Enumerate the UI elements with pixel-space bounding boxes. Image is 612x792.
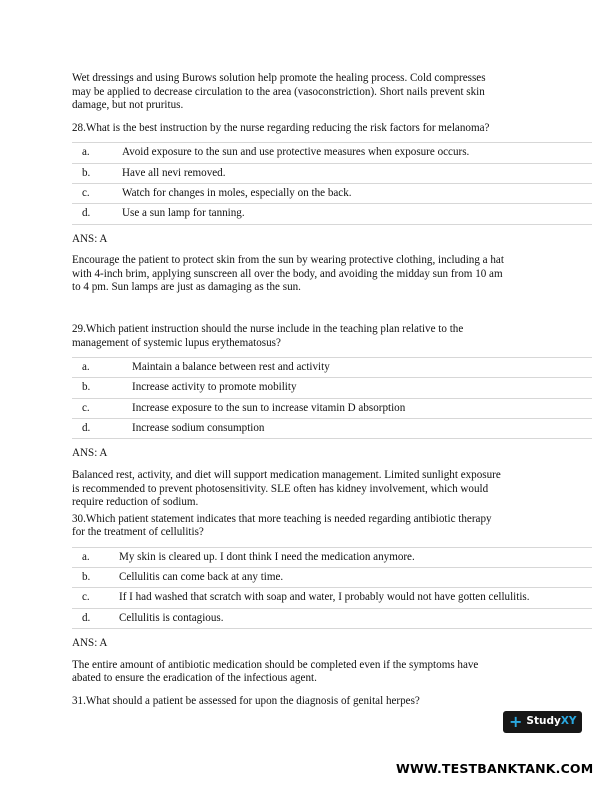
option-letter: b. xyxy=(72,378,97,398)
answer-28: ANS: A xyxy=(72,232,108,245)
option-text: Cellulitis is contagious. xyxy=(97,608,592,628)
option-letter: a. xyxy=(72,358,97,378)
question-text: for the treatment of cellulitis? xyxy=(72,526,204,539)
option-row xyxy=(72,358,592,378)
option-text: Increase exposure to the sun to increase vitamin D absorption xyxy=(97,398,592,418)
option-row xyxy=(72,183,592,203)
option-row xyxy=(72,204,592,224)
option-row xyxy=(72,378,592,398)
option-text: Maintain a balance between rest and activity xyxy=(97,358,592,378)
plus-icon: + xyxy=(509,712,523,731)
footer-url[interactable]: WWW.TESTBANKTANK.COM xyxy=(396,761,594,776)
option-letter: b. xyxy=(72,568,97,588)
question-28 xyxy=(72,122,592,136)
option-row xyxy=(72,547,592,567)
option-text: Increase activity to promote mobility xyxy=(97,378,592,398)
answer-30: ANS: A xyxy=(72,637,108,650)
options-30 xyxy=(72,547,592,629)
option-text: Avoid exposure to the sun and use protective measures when exposure occurs. xyxy=(97,143,592,163)
rationale-30 xyxy=(72,659,592,686)
rationale-28 xyxy=(72,254,592,295)
option-text: Have all nevi removed. xyxy=(97,163,592,183)
option-row xyxy=(72,419,592,439)
option-text: My skin is cleared up. I dont think I need the medication anymore. xyxy=(97,547,592,567)
option-row xyxy=(72,608,592,628)
rationale-29 xyxy=(72,469,592,510)
text-line: to 4 pm. Sun lamps are just as damaging as the sun. xyxy=(72,281,301,294)
text-line: require reduction of sodium. xyxy=(72,496,199,509)
option-letter: c. xyxy=(72,588,97,608)
option-letter: a. xyxy=(72,143,97,163)
question-text: 31.What should a patient be assessed for upon the diagnosis of genital herpes? xyxy=(72,694,420,707)
question-29 xyxy=(72,323,592,350)
intro-paragraph xyxy=(72,72,592,113)
option-letter: c. xyxy=(72,398,97,418)
studyxy-logo[interactable] xyxy=(503,711,582,733)
text-line: Balanced rest, activity, and diet will support medication management. Limited sunlight exposure xyxy=(72,468,501,481)
document-page xyxy=(72,72,592,708)
question-text: 28.What is the best instruction by the nurse regarding reducing the risk factors for melanoma? xyxy=(72,121,490,134)
question-text: 29.Which patient instruction should the nurse include in the teaching plan relative to the xyxy=(72,322,464,335)
option-letter: c. xyxy=(72,183,97,203)
option-row xyxy=(72,163,592,183)
option-letter: a. xyxy=(72,547,97,567)
option-text: If I had washed that scratch with soap and water, I probably would not have gotten cellulitis. xyxy=(97,588,592,608)
option-letter: d. xyxy=(72,608,97,628)
question-text: management of systemic lupus erythematosus? xyxy=(72,336,281,349)
answer-29: ANS: A xyxy=(72,447,108,460)
question-30 xyxy=(72,513,592,540)
logo-brand-text: Study xyxy=(526,715,561,728)
question-31 xyxy=(72,695,592,709)
options-29 xyxy=(72,357,592,439)
text-line: is recommended to prevent photosensitivity. SLE often has kidney involvement, which would xyxy=(72,482,489,495)
text-line: may be applied to decrease circulation to the area (vasoconstriction). Short nails prevent skin xyxy=(72,85,485,98)
text-line: Wet dressings and using Burows solution help promote the healing process. Cold compresses xyxy=(72,72,486,84)
option-text: Use a sun lamp for tanning. xyxy=(97,204,592,224)
logo-brand-accent: XY xyxy=(560,715,577,728)
question-text: 30.Which patient statement indicates that more teaching is needed regarding antibiotic therapy xyxy=(72,512,492,525)
option-row xyxy=(72,588,592,608)
option-letter: d. xyxy=(72,204,97,224)
option-row xyxy=(72,143,592,163)
option-text: Watch for changes in moles, especially on the back. xyxy=(97,183,592,203)
options-28 xyxy=(72,142,592,224)
text-line: abated to ensure the eradication of the infectious agent. xyxy=(72,672,317,685)
option-letter: d. xyxy=(72,419,97,439)
text-line: Encourage the patient to protect skin from the sun by wearing protective clothing, including a hat xyxy=(72,254,504,267)
option-text: Increase sodium consumption xyxy=(97,419,592,439)
option-text: Cellulitis can come back at any time. xyxy=(97,568,592,588)
option-letter: b. xyxy=(72,163,97,183)
text-line: with 4-inch brim, applying sunscreen all over the body, and avoiding the midday sun from 10 am xyxy=(72,267,503,280)
option-row xyxy=(72,398,592,418)
text-line: damage, but not pruritus. xyxy=(72,99,184,112)
text-line: The entire amount of antibiotic medication should be completed even if the symptoms have xyxy=(72,658,479,671)
option-row xyxy=(72,568,592,588)
